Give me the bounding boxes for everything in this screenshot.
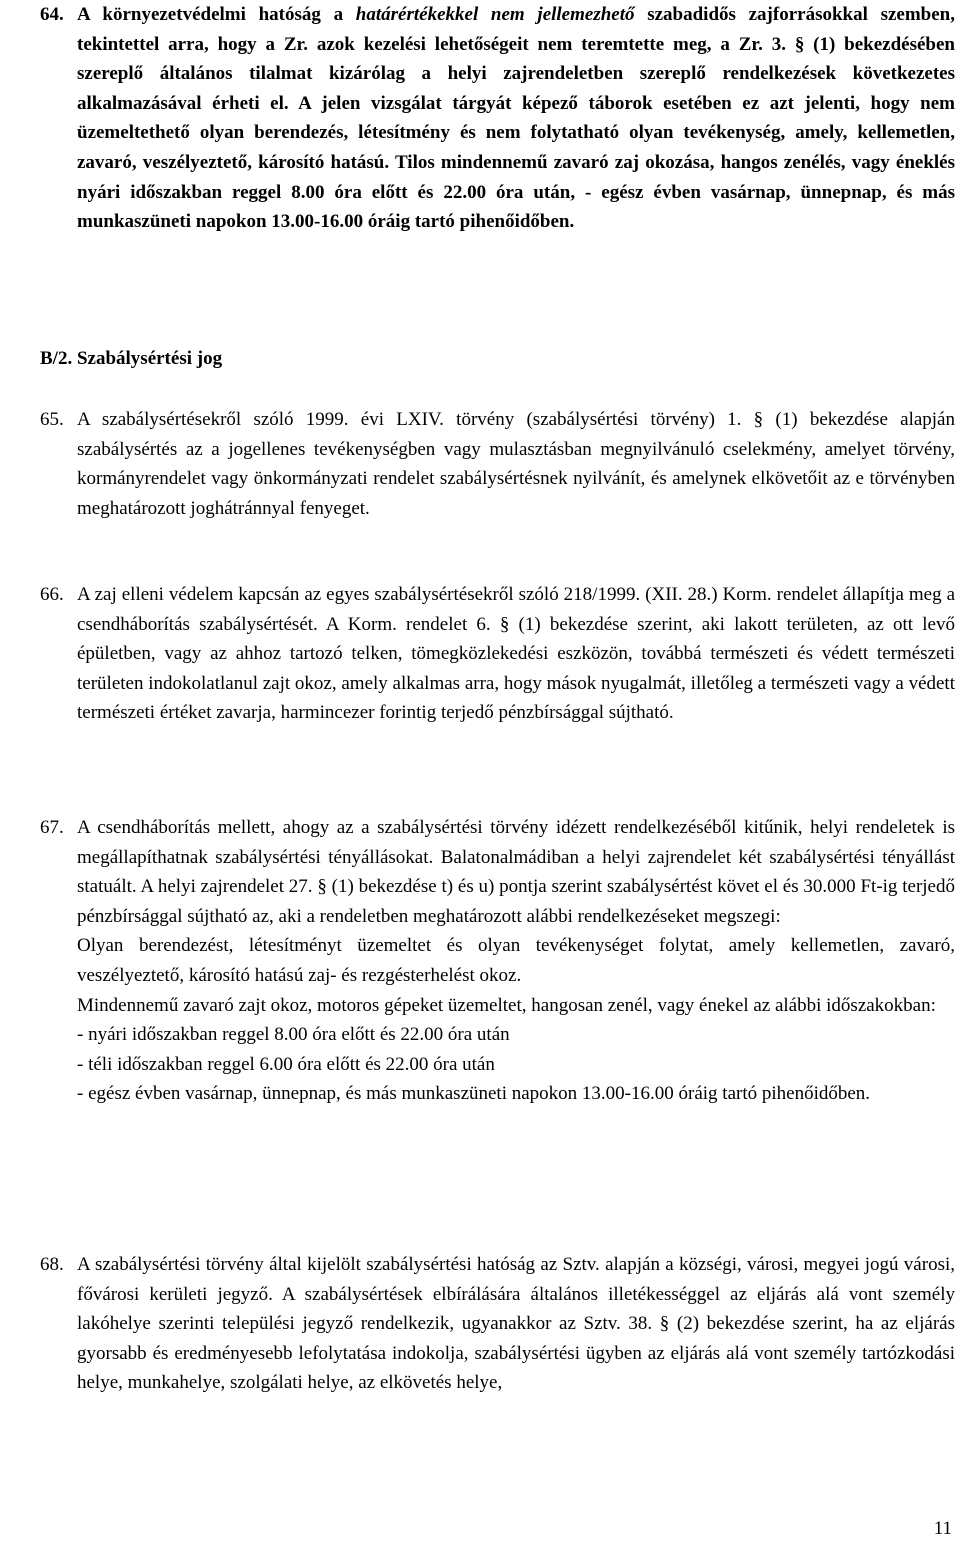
paragraph-66: A zaj elleni védelem kapcsán az egyes szabálysértésekről szóló 218/1999. (XII. 28.) Korm. rendelet állapítja meg a csendháborítás szabálysértését. A Korm. rendelet 6. § (1) bekezdése szerint, aki lakott területen, az ott levő épületben, vagy az ahhoz tartozó telken, tömegközlekedési eszközön, továbbá természeti és védett természeti területen indokolatlanul zajt okoz, amely alkalmas arra, hogy mások nyugalmát, illetőleg a természeti vagy a védett természeti értéket zavarja, harmincezer forintig terjedő pénzbírsággal sújtható. <box>77 584 955 724</box>
list-item: Mindennemű zavaró zajt okoz, motoros gépeket üzemeltet, hangosan zenél, vagy énekel az alábbi időszakokban: <box>77 994 936 1016</box>
paragraph-64 <box>77 0 955 237</box>
list-subitem: - nyári időszakban reggel 8.00 óra előtt és 22.00 óra után <box>77 1024 510 1046</box>
paragraph-67 <box>77 813 955 1109</box>
paragraph-number: 64. <box>40 4 64 25</box>
paragraph-text: A csendháborítás mellett, ahogy az a szabálysértési törvény idézett rendelkezéséből kitűnik, helyi rendeletek is megállapíthatnak szabálysértési tényállásokat. Balatonalmádiban a helyi zajrendelet két szabálysértési tényállást statuált. A helyi zajrendelet 27. § (1) bekezdése t) és u) pontja szerint szabálysértést követ el és 30.000 Ft-ig terjedő pénzbírsággal sújtható az, aki a rendeletben meghatározott alábbi rendelkezéseket megszegi: <box>77 817 955 927</box>
paragraph-number: 68. <box>40 1254 64 1275</box>
list-subitem: - egész évben vasárnap, ünnepnap, és más munkaszüneti napokon 13.00-16.00 óráig tartó pihenőidőben. <box>77 1083 871 1105</box>
list-subitem: - téli időszakban reggel 6.00 óra előtt és 22.00 óra után <box>77 1053 495 1075</box>
section-heading: B/2. Szabálysértési jog <box>40 348 223 369</box>
paragraph-68: A szabálysértési törvény által kijelölt szabálysértési hatóság az Sztv. alapján a községi, városi, megyei jogú városi, fővárosi kerületi jegyző. A szabálysértések elbírálására általános illetékességgel az eljárás alá vont személy lakóhelye szerinti települési jegyző rendelkezik, ugyanakkor az Sztv. 38. § (2) bekezdése szerint, ha az eljárás gyorsabb és eredményesebb lefolytatása indokolja, szabálysértési ügyben az eljárás alá vont személy tartózkodási helye, munkahelye, szolgálati helye, az elkövetés helye, <box>77 1254 955 1394</box>
paragraph-number: 67. <box>40 817 64 838</box>
paragraph-65: A szabálysértésekről szóló 1999. évi LXIV. törvény (szabálysértési törvény) 1. § (1) bekezdése alapján szabálysértés az a jogellenes tevékenységben vagy mulasztásban megnyilvánuló cselekmény, amelyet törvény, kormányrendelet vagy önkormányzati rendelet szabálysértésnek nyilvánít, és amelynek elkövetőit az e törvényben meghatározott joghátránnyal fenyeget. <box>77 409 955 519</box>
page-number: 11 <box>933 1518 952 1539</box>
paragraph-number: 66. <box>40 584 64 605</box>
paragraph-text: A környezetvédelmi hatóság a <box>77 4 356 25</box>
paragraph-number: 65. <box>40 409 64 430</box>
emphasized-text: határértékekkel nem jellemezhető <box>355 4 635 25</box>
paragraph-text: szabadidős zajforrásokkal szemben, tekintettel arra, hogy a Zr. azok kezelési lehetőségeit nem teremtette meg, a Zr. 3. § (1) bekezdésében szereplő általános tilalmat kizárólag a helyi zajrendeletben szereplő rendelkezések következetes alkalmazásával érheti el. A jelen vizsgálat tárgyát képező táborok esetében ez azt jelenti, hogy nem üzemeltethető olyan berendezés, létesítmény és nem folytatható olyan tevékenység, amely, kellemetlen, zavaró, veszélyeztető, károsító hatású. Tilos mindennemű zavaró zaj okozása, hangos zenélés, vagy éneklés nyári időszakban reggel 8.00 óra előtt és 22.00 óra után, - egész évben vasárnap, ünnepnap, és más munkaszüneti napokon 13.00-16.00 óráig tartó pihenőidőben. <box>77 4 955 233</box>
list-item: Olyan berendezést, létesítményt üzemeltet és olyan tevékenységet folytat, amely kellemetlen, zavaró, veszélyeztető, károsító hatású zaj- és rezgésterhelést okoz. <box>77 935 955 986</box>
